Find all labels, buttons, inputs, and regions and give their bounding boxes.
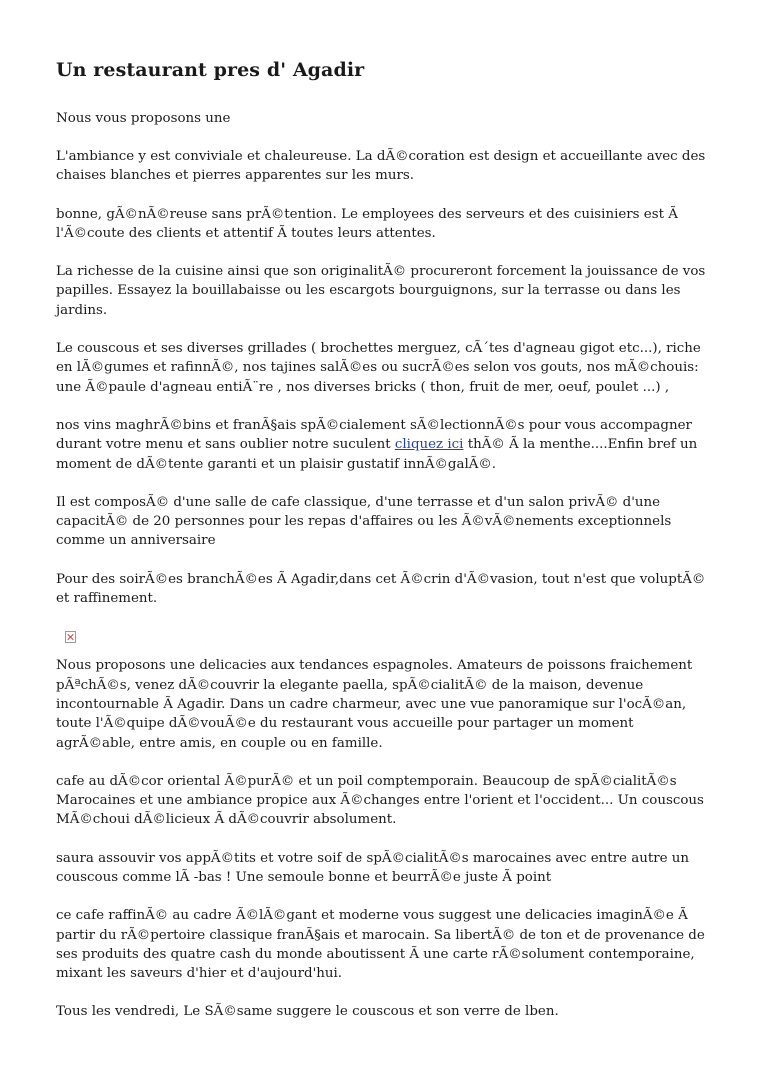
paragraph-vins xyxy=(56,416,710,474)
paragraph-service: bonne, gÃ©nÃ©reuse sans prÃ©tention. Le employees des serveurs et des cuisiniers est Ã l'Ã©coute des clients et attentif Ã toutes leurs attentes. xyxy=(56,206,678,241)
paragraph-appetits: saura assouvir vos appÃ©tits et votre soif de spÃ©cialitÃ©s marocaines avec entre autre un couscous comme lÃ -bas ! Une semoule bonne et beurrÃ©e juste Ã point xyxy=(56,850,690,885)
page-title: Un restaurant pres d' Agadir xyxy=(56,59,365,81)
image-placeholder xyxy=(56,627,710,656)
paragraph-vins-text-2: thÃ© Ã la menthe....Enfin bref un moment de dÃ©tente garanti et un plaisir gustatif innÃ©galÃ©. xyxy=(56,437,698,472)
paragraph-cuisine: La richesse de la cuisine ainsi que son originalitÃ© procureront forcement la jouissance de vos papilles. Essayez la bouillabaisse ou les escargots bourguignons, sur la terrasse ou dans les jardins. xyxy=(56,264,706,318)
paragraph-intro: Nous vous proposons une xyxy=(56,110,231,126)
paragraph-couscous: Le couscous et ses diverses grillades ( brochettes merguez, cÃ´tes d'agneau gigot etc...), riche en lÃ©gumes et rafinnÃ©, nos tajines salÃ©es ou sucrÃ©es selon vos gouts, nos mÃ©chouis: une Ã©paule d'agneau entiÃ¨re , nos diverses bricks ( thon, fruit de mer, oeuf, poulet ...) , xyxy=(56,341,701,395)
paragraph-vendredi: Tous les vendredi, Le SÃ©same suggere le couscous et son verre de lben. xyxy=(56,1004,559,1020)
paragraph-paella: Nous proposons une delicacies aux tendances espagnoles. Amateurs de poissons fraichement pÃªchÃ©s, venez dÃ©couvrir la elegante paella, spÃ©cialitÃ© de la maison, devenue incontournable Ã Agadir. Dans un cadre charmeur, avec une vue panoramique sur l'ocÃ©an, toute l'Ã©quipe dÃ©vouÃ©e du restaurant vous accueille pour partager un moment agrÃ©able, entre amis, en couple ou en famille. xyxy=(56,658,693,751)
cliquez-ici-link[interactable]: cliquez ici xyxy=(394,437,464,453)
paragraph-cafe-raffine: ce cafe raffinÃ© au cadre Ã©lÃ©gant et moderne vous suggest une delicacies imaginÃ©e Ã partir du rÃ©pertoire classique franÃ§ais et marocain. Sa libertÃ© de ton et de provenance de ses produits des quatre cash du monde aboutissent Ã une carte rÃ©solument contemporaine, mixant les saveurs d'hier et d'aujourd'hui. xyxy=(56,908,705,982)
paragraph-cafe-oriental: cafe au dÃ©cor oriental Ã©purÃ© et un poil comptemporain. Beaucoup de spÃ©cialitÃ©s Marocaines et une ambiance propice aux Ã©changes entre l'orient et l'occident... Un couscous MÃ©choui dÃ©licieux Ã dÃ©couvrir absolument. xyxy=(56,773,704,828)
paragraph-soirees: Pour des soirÃ©es branchÃ©es Ã Agadir,dans cet Ã©crin d'Ã©vasion, tout n'est que voluptÃ© et raffinement. xyxy=(56,571,706,607)
paragraph-ambiance: L'ambiance y est conviviale et chaleureuse. La dÃ©coration est design et accueillante avec des chaises blanches et pierres apparentes sur les murs. xyxy=(56,148,706,184)
paragraph-salles: Il est composÃ© d'une salle de cafe classique, d'une terrasse et d'un salon privÃ© d'une capacitÃ© de 20 personnes pour les repas d'affaires ou les Ã©vÃ©nements exceptionnels comme un anniversaire xyxy=(56,494,672,549)
broken-image-icon xyxy=(65,631,76,643)
paragraph-vins-text-1: nos vins maghrÃ©bins et franÃ§ais spÃ©cialement sÃ©lectionnÃ©s pour vous accompagner durant votre menu et sans oublier notre suculent xyxy=(56,417,692,453)
